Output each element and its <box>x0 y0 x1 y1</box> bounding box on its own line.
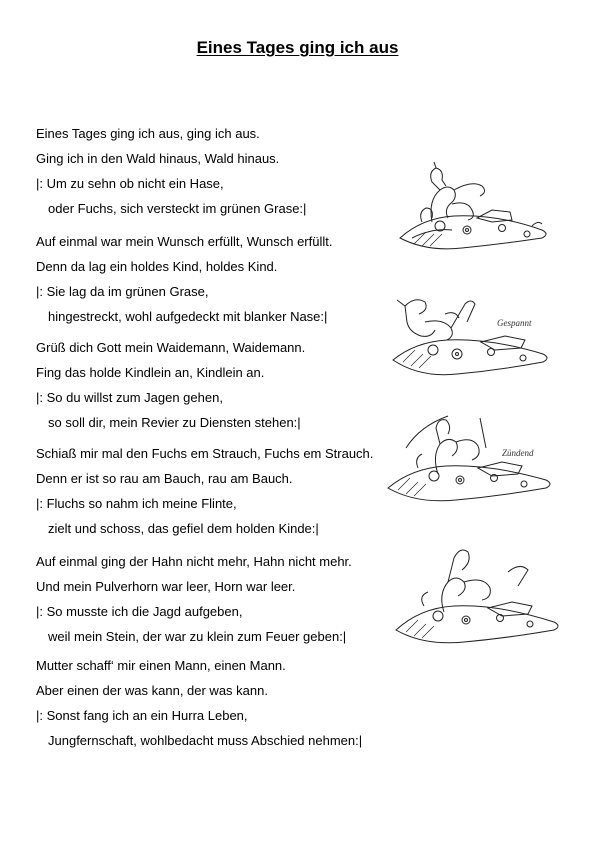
stanza-6 <box>36 656 362 756</box>
verse-line: |: So musste ich die Jagd aufgeben, <box>36 604 243 619</box>
verse-line: Denn er ist so rau am Bauch, rau am Bauch. <box>36 471 293 486</box>
stanza-3 <box>36 338 305 438</box>
stanza-4 <box>36 444 373 544</box>
illustration-caption: Zündend <box>502 448 534 458</box>
verse-line: so soll dir, mein Revier zu Diensten stehen:| <box>48 415 301 430</box>
verse-line: Schiaß mir mal den Fuchs em Strauch, Fuchs em Strauch. <box>36 446 374 461</box>
verse-line: zielt und schoss, das gefiel dem holden Kinde:| <box>48 521 319 536</box>
flintlock-illustration-3 <box>378 408 568 520</box>
flintlock-illustration-4 <box>388 542 568 652</box>
verse-line: Auf einmal war mein Wunsch erfüllt, Wunsch erfüllt. <box>36 234 333 249</box>
flintlock-illustration-2 <box>385 292 565 392</box>
verse-line: oder Fuchs, sich versteckt im grünen Grase:| <box>48 201 307 216</box>
verse-line: |: So du willst zum Jagen gehen, <box>36 390 223 405</box>
verse-line: Aber einen der was kann, der was kann. <box>36 683 268 698</box>
verse-line: Fing das holde Kindlein an, Kindlein an. <box>36 365 265 380</box>
stanza-2 <box>36 232 332 332</box>
verse-line: |: Fluchs so nahm ich meine Flinte, <box>36 496 237 511</box>
flintlock-icon <box>378 408 568 520</box>
verse-line: weil mein Stein, der war zu klein zum Feuer geben:| <box>48 629 347 644</box>
verse-line: hingestreckt, wohl aufgedeckt mit blanker Nase:| <box>48 309 328 324</box>
verse-line: |: Sie lag da im grünen Grase, <box>36 284 209 299</box>
verse-line: Auf einmal ging der Hahn nicht mehr, Hahn nicht mehr. <box>36 554 352 569</box>
verse-line: |: Um zu sehn ob nicht ein Hase, <box>36 176 224 191</box>
flintlock-icon <box>392 160 562 260</box>
illustration-caption: Gespannt <box>497 318 532 328</box>
stanza-1 <box>36 124 306 224</box>
page-title: Eines Tages ging ich aus <box>196 38 399 57</box>
flintlock-icon <box>388 542 568 652</box>
verse-line: Denn da lag ein holdes Kind, holdes Kind. <box>36 259 278 274</box>
stanza-5 <box>36 552 352 652</box>
verse-line: Mutter schaff‘ mir einen Mann, einen Mann. <box>36 658 286 673</box>
verse-line: Eines Tages ging ich aus, ging ich aus. <box>36 126 260 141</box>
verse-line: Und mein Pulverhorn war leer, Horn war leer. <box>36 579 296 594</box>
verse-line: Grüß dich Gott mein Waidemann, Waidemann. <box>36 340 306 355</box>
flintlock-illustration-1 <box>392 160 562 260</box>
verse-line: Jungfernschaft, wohlbedacht muss Abschied nehmen:| <box>48 733 363 748</box>
flintlock-icon <box>385 292 565 392</box>
verse-line: Ging ich in den Wald hinaus, Wald hinaus. <box>36 151 280 166</box>
verse-line: |: Sonst fang ich an ein Hurra Leben, <box>36 708 248 723</box>
